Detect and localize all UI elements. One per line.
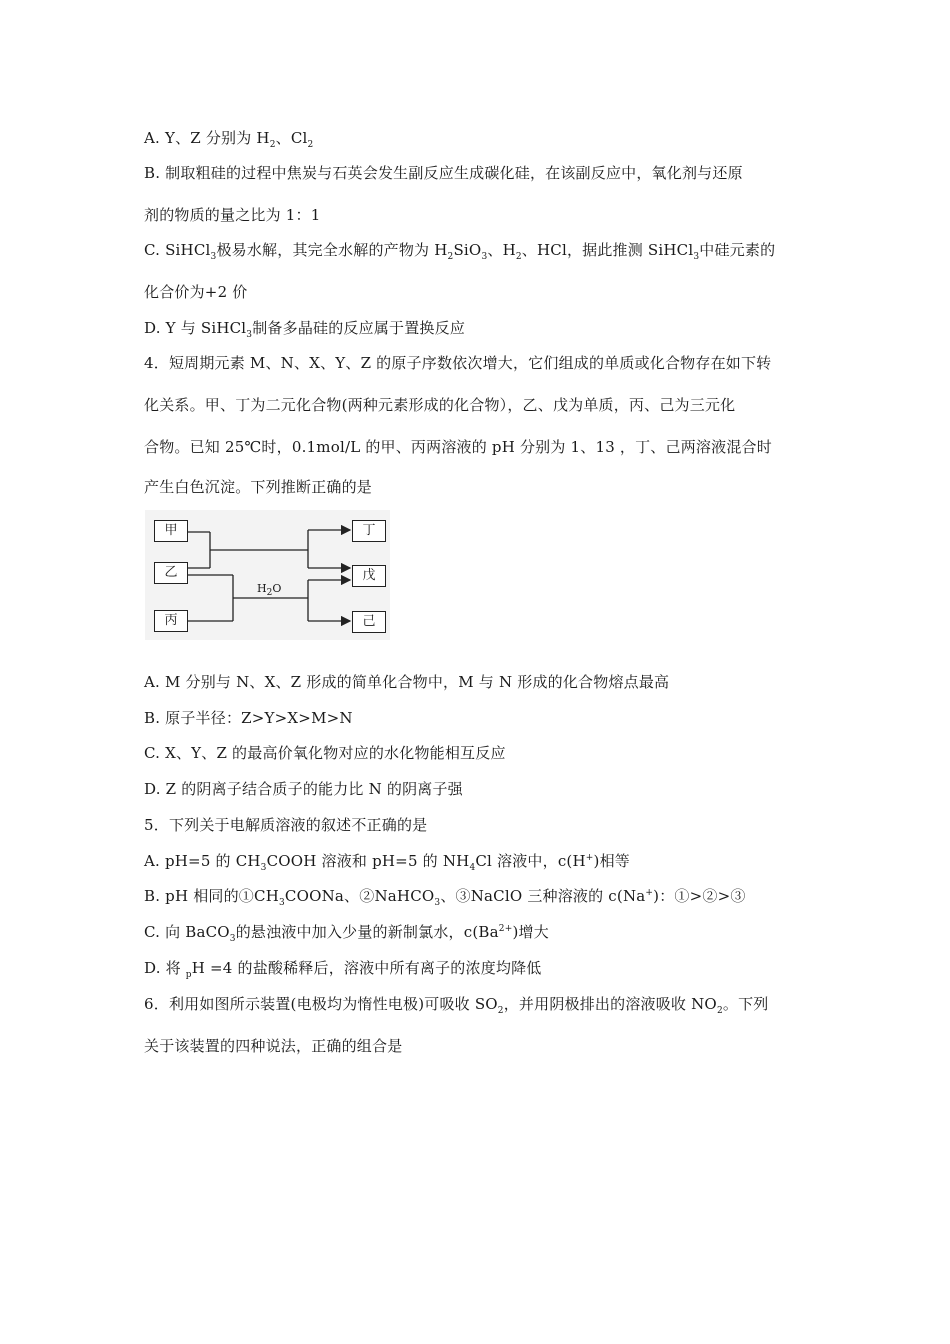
h2o-label: $H_2O$ bbox=[257, 582, 282, 599]
q4-stem-line1: 4．短周期元素 M、N、X、Y、Z 的原子序数依次增大，它们组成的单质或化合物存在如下转 bbox=[144, 354, 772, 372]
q5-option-d: D. 将 $_p$H =4 的盐酸稀释后，溶液中所有离子的浓度均降低 bbox=[144, 959, 542, 980]
box-yi: 乙 bbox=[154, 562, 188, 584]
box-wu: 戊 bbox=[352, 565, 386, 587]
q5-option-b: B. pH 相同的$①CH_3COONa$、②NaHCO$_3$、③NaClO 三种溶液的 c(Na+)：①>②>③ bbox=[144, 887, 746, 908]
q5-stem: 5．下列关于电解质溶液的叙述不正确的是 bbox=[144, 816, 428, 834]
q3-option-b-line1: B. 制取粗硅的过程中焦炭与石英会发生副反应生成碳化硅，在该副反应中，氧化剂与还原 bbox=[144, 164, 743, 182]
q3-option-d: D. Y 与 SiHCl$_3$制备多晶硅的反应属于置换反应 bbox=[144, 319, 466, 340]
q4-stem-line2: 化关系。甲、丁为二元化合物(两种元素形成的化合物），乙、戊为单质，丙、己为三元化 bbox=[144, 396, 736, 414]
q4-option-a: A. M 分别与 N、X、Z 形成的简单化合物中，M 与 N 形成的化合物熔点最高 bbox=[144, 673, 670, 691]
box-jia: 甲 bbox=[154, 520, 188, 542]
q3-option-c-line2: 化合价为+2 价 bbox=[144, 283, 248, 301]
q5-option-a: A. pH=5 的 $CH_3COOH$ 溶液和 pH=5 的 $NH_4Cl$ 溶液中，c(H+)相等 bbox=[144, 852, 630, 873]
q5-option-c: C. 向 BaCO$_3$的悬浊液中加入少量的新制氯水，$c(Ba^{2+})$增大 bbox=[144, 923, 549, 944]
box-bing: 丙 bbox=[154, 610, 188, 632]
q4-option-d: D. Z 的阴离子结合质子的能力比 N 的阴离子强 bbox=[144, 780, 463, 798]
q3-option-a: A. Y、Z 分别为 $H_2$、$Cl_2$ bbox=[144, 129, 314, 150]
q3-option-b-line2: 剂的物质的量之比为 1：1 bbox=[144, 206, 321, 224]
transformation-diagram bbox=[145, 510, 390, 640]
box-ding: 丁 bbox=[352, 520, 386, 542]
q4-stem-line3: 合物。已知 25℃时，0.1mol/L 的甲、丙两溶液的 pH 分别为 1、13 ，丁、己两溶液混合时 bbox=[144, 438, 772, 456]
box-ji: 己 bbox=[352, 611, 386, 633]
q3-option-c-line1: C. SiHCl$_3$极易水解，其完全水解的产物为 $H_2SiO_3$、$H_2$、HCl，据此推测 SiHCl$_3$中硅元素的 bbox=[144, 241, 776, 262]
q4-stem-line4: 产生白色沉淀。下列推断正确的是 bbox=[144, 478, 373, 496]
q6-stem-line2: 关于该装置的四种说法，正确的组合是 bbox=[144, 1037, 403, 1055]
q6-stem-line1: 6．利用如图所示装置(电极均为惰性电极)可吸收 $SO_2$，并用阴极排出的溶液吸收 $NO_2$。下列 bbox=[144, 995, 769, 1016]
q4-option-c: C. X、Y、Z 的最高价氧化物对应的水化物能相互反应 bbox=[144, 744, 506, 762]
q4-option-b: B. 原子半径：Z>Y>X>M>N bbox=[144, 709, 353, 727]
